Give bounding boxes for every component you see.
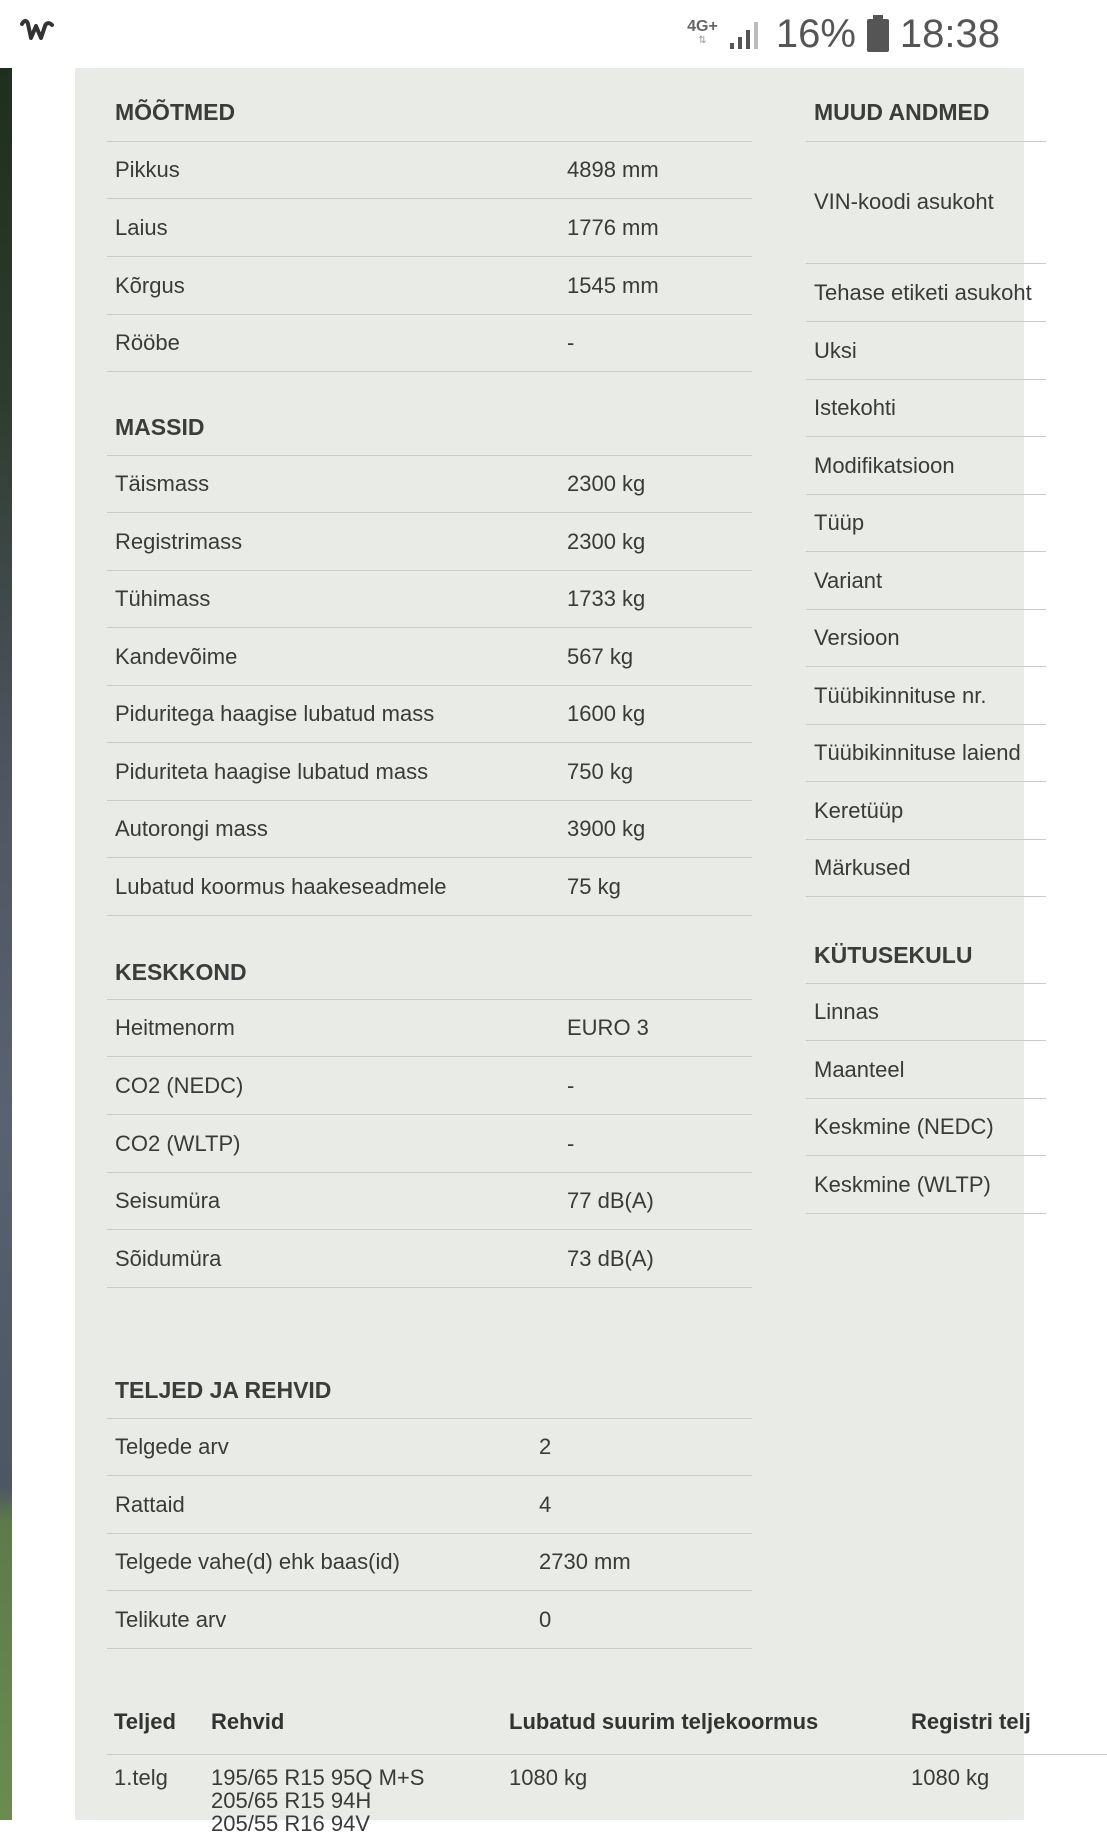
tire-cell — [211, 1766, 424, 1835]
column-header: Lubatud suurim teljekoormus — [509, 1709, 819, 1734]
table-row — [806, 983, 1046, 1041]
row-value: 1545 mm — [567, 272, 659, 298]
table-row — [107, 1057, 752, 1115]
row-label: Uksi — [814, 337, 857, 363]
table-row — [107, 314, 752, 372]
row-label: Tüübikinnituse laiend — [814, 739, 1021, 765]
table-row — [806, 667, 1046, 725]
section-title-masses: MASSID — [115, 414, 205, 440]
table-row — [107, 1230, 752, 1288]
table-row — [806, 1098, 1046, 1156]
battery-icon — [866, 15, 890, 53]
section-title-environment: KESKKOND — [115, 959, 247, 985]
row-value: EURO 3 — [567, 1014, 649, 1040]
table-row — [107, 513, 752, 571]
row-value: 2300 kg — [567, 528, 646, 554]
header-divider — [107, 1754, 1107, 1755]
row-label: Rööbe — [115, 329, 180, 355]
table-row — [107, 1115, 752, 1173]
table-row — [107, 858, 752, 916]
table-row — [806, 609, 1046, 667]
row-value: 3900 kg — [567, 815, 646, 841]
row-value: 77 dB(A) — [567, 1187, 654, 1213]
table-row — [107, 1533, 752, 1591]
table-row — [107, 743, 752, 801]
axle-cell: 1.telg — [114, 1765, 168, 1790]
row-label: Seisumüra — [115, 1187, 221, 1213]
row-label: Tehase etiketi asukoht — [814, 279, 1032, 305]
table-row — [107, 1591, 752, 1649]
tire-size: 195/65 R15 95Q M+S — [211, 1765, 425, 1790]
battery-percentage: 16% — [775, 11, 856, 56]
row-value: - — [567, 1130, 575, 1156]
clock: 18:38 — [899, 11, 1000, 56]
table-row — [806, 552, 1046, 610]
row-label: Tüübikinnituse nr. — [814, 682, 987, 708]
table-row — [806, 1156, 1046, 1214]
row-label: Linnas — [814, 998, 879, 1024]
row-label: Kandevõime — [115, 643, 238, 669]
tire-size: 205/55 R16 94V — [211, 1811, 371, 1836]
row-value: 2300 kg — [567, 470, 646, 496]
row-value: 1733 kg — [567, 585, 646, 611]
row-value: 2 — [539, 1433, 552, 1459]
table-row — [806, 264, 1046, 322]
row-label: Pikkus — [115, 156, 180, 182]
row-value: 73 dB(A) — [567, 1245, 654, 1271]
table-row — [806, 437, 1046, 495]
row-value: 4 — [539, 1491, 552, 1517]
row-value: 750 kg — [567, 758, 634, 784]
row-label: VIN-koodi asukoht — [814, 189, 994, 214]
row-label: Telgede vahe(d) ehk baas(id) — [115, 1548, 400, 1574]
row-label: Sõidumüra — [115, 1245, 222, 1271]
table-row — [107, 455, 752, 513]
row-label: Modifikatsioon — [814, 452, 955, 478]
row-label: Variant — [814, 567, 883, 593]
wallpaper-strip — [0, 68, 12, 1820]
row-label: Rattaid — [115, 1491, 185, 1517]
status-bar — [0, 0, 1024, 68]
tire-size: 205/65 R15 94H — [211, 1788, 372, 1813]
row-value: 1600 kg — [567, 700, 646, 726]
column-header: Rehvid — [211, 1709, 285, 1734]
table-row — [107, 570, 752, 628]
row-value: - — [567, 1072, 575, 1098]
table-row — [806, 1041, 1046, 1099]
row-value: - — [567, 329, 575, 355]
row-value: 1776 mm — [567, 214, 659, 240]
section-title-other-data: MUUD ANDMED — [814, 99, 990, 125]
table-row — [107, 1172, 752, 1230]
row-label: Piduritega haagise lubatud mass — [115, 700, 435, 726]
row-label: Istekohti — [814, 394, 896, 420]
row-label: Täismass — [115, 470, 210, 496]
row-label: Maanteel — [814, 1056, 905, 1082]
row-value: 75 kg — [567, 873, 621, 899]
table-row — [107, 1418, 752, 1476]
row-label: Lubatud koormus haakeseadmele — [115, 873, 447, 899]
table-row — [107, 141, 752, 199]
table-row — [806, 839, 1046, 897]
table-row — [107, 1476, 752, 1534]
table-row — [806, 494, 1046, 552]
section-title-axles: TELJED JA REHVID — [115, 1377, 332, 1403]
row-label: Keskmine (WLTP) — [814, 1171, 991, 1197]
row-label: Märkused — [814, 854, 911, 880]
table-row — [107, 199, 752, 257]
row-label: Tüüp — [814, 509, 865, 535]
row-label: Kõrgus — [115, 272, 185, 298]
signal-strength-icon — [728, 17, 766, 51]
table-row — [806, 141, 1046, 264]
row-value: 2730 mm — [539, 1548, 631, 1574]
table-row — [806, 782, 1046, 840]
row-label: CO2 (WLTP) — [115, 1130, 241, 1156]
table-row — [806, 379, 1046, 437]
row-label: CO2 (NEDC) — [115, 1072, 244, 1098]
table-row — [107, 628, 752, 686]
row-value: 4898 mm — [567, 156, 659, 182]
row-label: Keretüüp — [814, 797, 904, 823]
right-column — [806, 68, 1032, 1820]
row-label: Piduriteta haagise lubatud mass — [115, 758, 429, 784]
column-header: Registri telj — [911, 1709, 1031, 1734]
table-row — [806, 724, 1046, 782]
wish-logo-icon — [18, 14, 58, 48]
row-label: Telgede arv — [115, 1433, 229, 1459]
row-label: Telikute arv — [115, 1606, 227, 1632]
row-label: Laius — [115, 214, 168, 240]
row-label: Versioon — [814, 624, 900, 650]
row-label: Autorongi mass — [115, 815, 268, 841]
column-header: Teljed — [114, 1709, 176, 1734]
row-value: 567 kg — [567, 643, 634, 669]
row-label: Keskmine (NEDC) — [814, 1113, 994, 1139]
table-row — [107, 685, 752, 743]
row-value: 0 — [539, 1606, 552, 1632]
max-axle-load-cell: 1080 kg — [509, 1765, 588, 1790]
section-title-dimensions: MÕÕTMED — [115, 99, 236, 125]
network-type-indicator: 4G+ ⇅ — [687, 18, 718, 46]
section-title-fuel: KÜTUSEKULU — [814, 942, 973, 968]
table-row — [107, 257, 752, 315]
table-row — [806, 322, 1046, 380]
table-row — [107, 800, 752, 858]
registered-axle-load-cell: 1080 kg — [911, 1765, 990, 1790]
axle-tire-table — [75, 1690, 1031, 1836]
row-label: Heitmenorm — [115, 1014, 235, 1040]
table-row — [107, 999, 752, 1057]
row-label: Tühimass — [115, 585, 211, 611]
row-label: Registrimass — [115, 528, 243, 554]
